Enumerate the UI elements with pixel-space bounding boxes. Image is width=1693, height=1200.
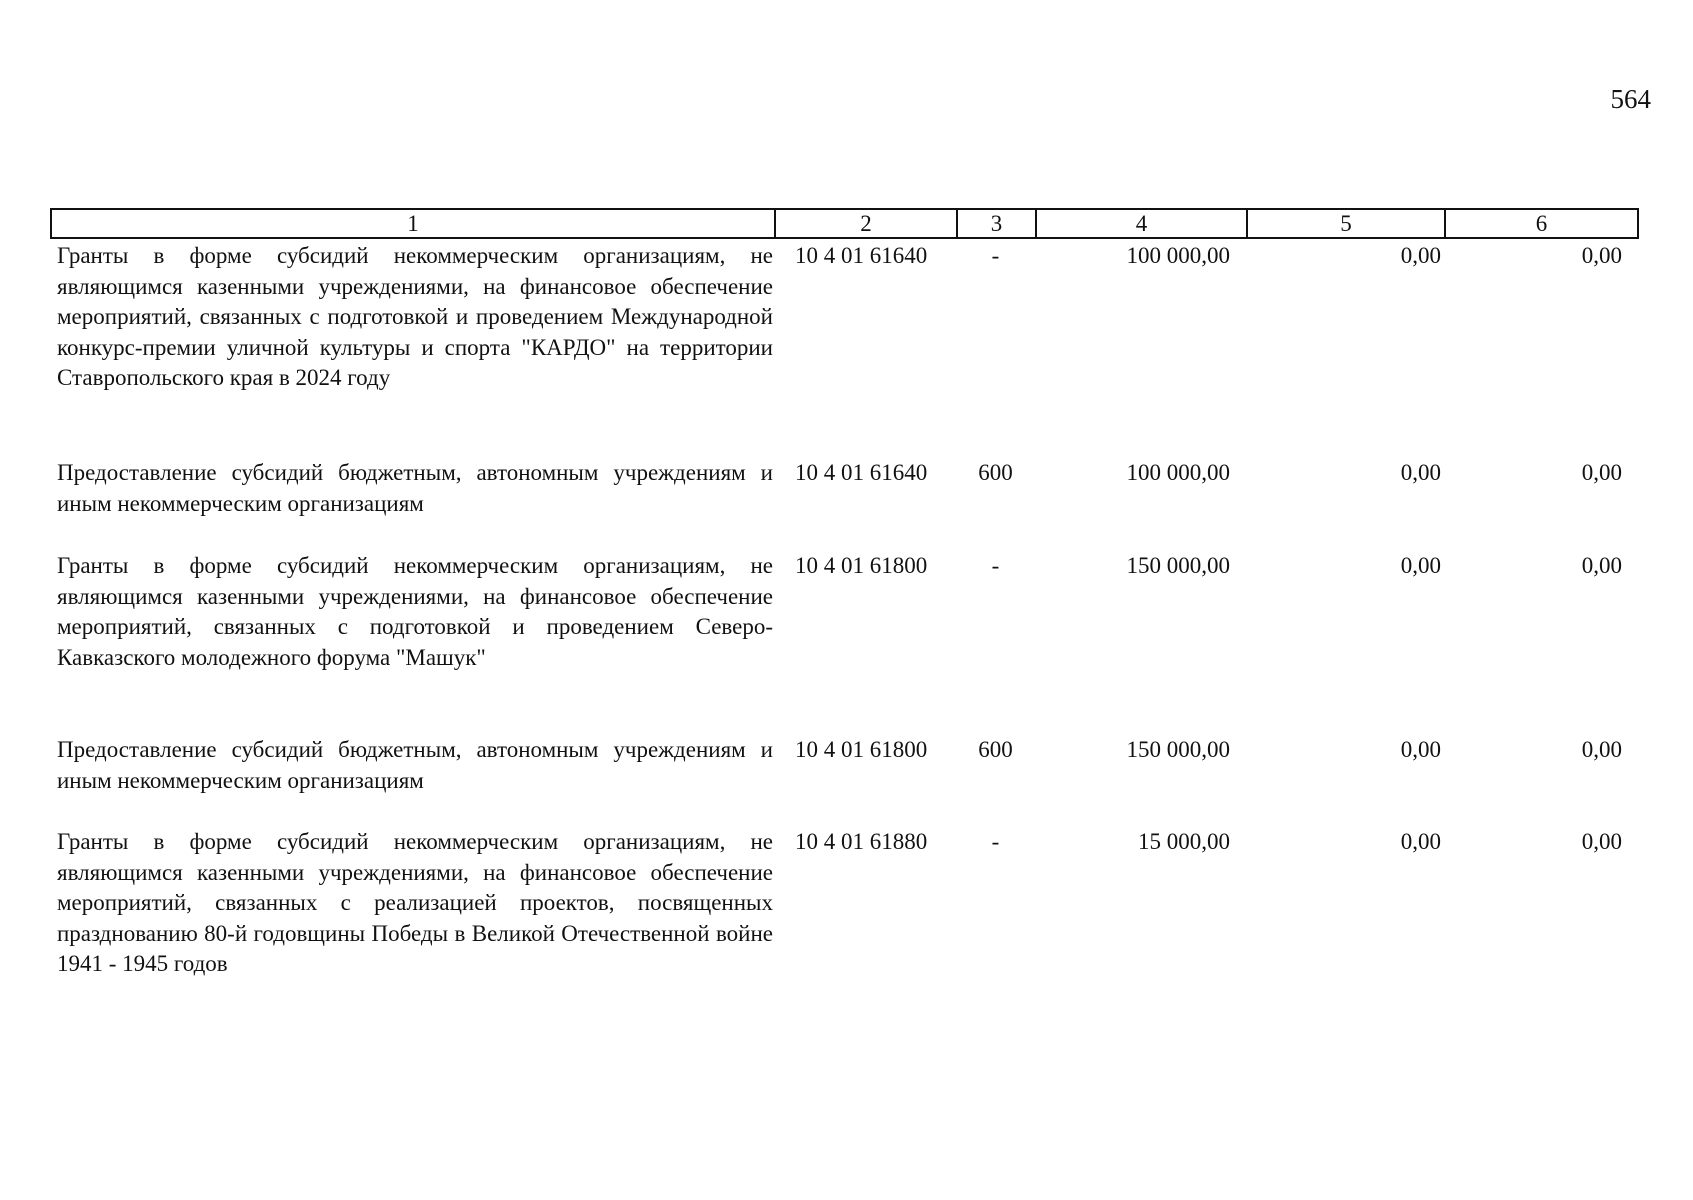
row-code: 10 4 01 61800 — [795, 737, 928, 762]
header-cell-1: 1 — [52, 210, 776, 237]
table-header — [50, 208, 1639, 239]
row-amount-col6: 0,00 — [1581, 553, 1622, 578]
header-cell-5: 5 — [1248, 210, 1446, 237]
header-cell-6: 6 — [1535, 211, 1548, 236]
header-cell-2: 2 — [776, 210, 958, 237]
row-code: 10 4 01 61640 — [795, 243, 928, 268]
row-expense-type: 600 — [978, 737, 1013, 762]
page-number: 564 — [1610, 84, 1651, 114]
row-amount-col4: 150 000,00 — [1126, 737, 1230, 762]
row-expense-type: - — [991, 553, 1000, 578]
row-amount-col5: 0,00 — [1400, 553, 1441, 578]
header-cell-3: 3 — [958, 210, 1037, 237]
row-expense-type: - — [991, 243, 1000, 268]
row-code: 10 4 01 61800 — [795, 553, 928, 578]
row-expense-type: - — [991, 829, 1000, 854]
row-amount-col4: 100 000,00 — [1126, 460, 1230, 485]
row-amount-col6: 0,00 — [1581, 829, 1622, 854]
row-description: Гранты в форме субсидий некоммерческим организациям, не являющимся казенными учреждениями, на финансовое обеспечение мероприятий, связанных с реализацией проектов, посвященных празднованию 80-й годовщины Победы в Великой Отечественной войне 1941 - 1945 годов — [57, 829, 773, 976]
row-description: Гранты в форме субсидий некоммерческим организациям, не являющимся казенными учреждениями, на финансовое обеспечение мероприятий, связанных с подготовкой и проведением Международной конкурс-премии уличной культуры и спорта "КАРДО" на территории Ставропольского края в 2024 году — [57, 243, 773, 390]
header-cell-4: 4 — [1037, 210, 1248, 237]
row-amount-col6: 0,00 — [1581, 460, 1622, 485]
row-amount-col4: 150 000,00 — [1126, 553, 1230, 578]
row-amount-col5: 0,00 — [1400, 829, 1441, 854]
row-description: Гранты в форме субсидий некоммерческим организациям, не являющимся казенными учреждениями, на финансовое обеспечение мероприятий, связанных с подготовкой и проведением Северо-Кавказского молодежного форума "Машук" — [57, 553, 773, 670]
row-expense-type: 600 — [978, 460, 1013, 485]
row-amount-col5: 0,00 — [1400, 243, 1441, 268]
row-code: 10 4 01 61640 — [795, 460, 928, 485]
row-description: Предоставление субсидий бюджетным, автономным учреждениям и иным некоммерческим организациям — [57, 460, 773, 516]
row-amount-col4: 100 000,00 — [1126, 243, 1230, 268]
row-description: Предоставление субсидий бюджетным, автономным учреждениям и иным некоммерческим организациям — [57, 737, 773, 793]
row-amount-col4: 15 000,00 — [1138, 829, 1230, 854]
row-amount-col5: 0,00 — [1400, 737, 1441, 762]
row-amount-col6: 0,00 — [1581, 737, 1622, 762]
row-code: 10 4 01 61880 — [795, 829, 928, 854]
row-amount-col6: 0,00 — [1581, 243, 1622, 268]
row-amount-col5: 0,00 — [1400, 460, 1441, 485]
